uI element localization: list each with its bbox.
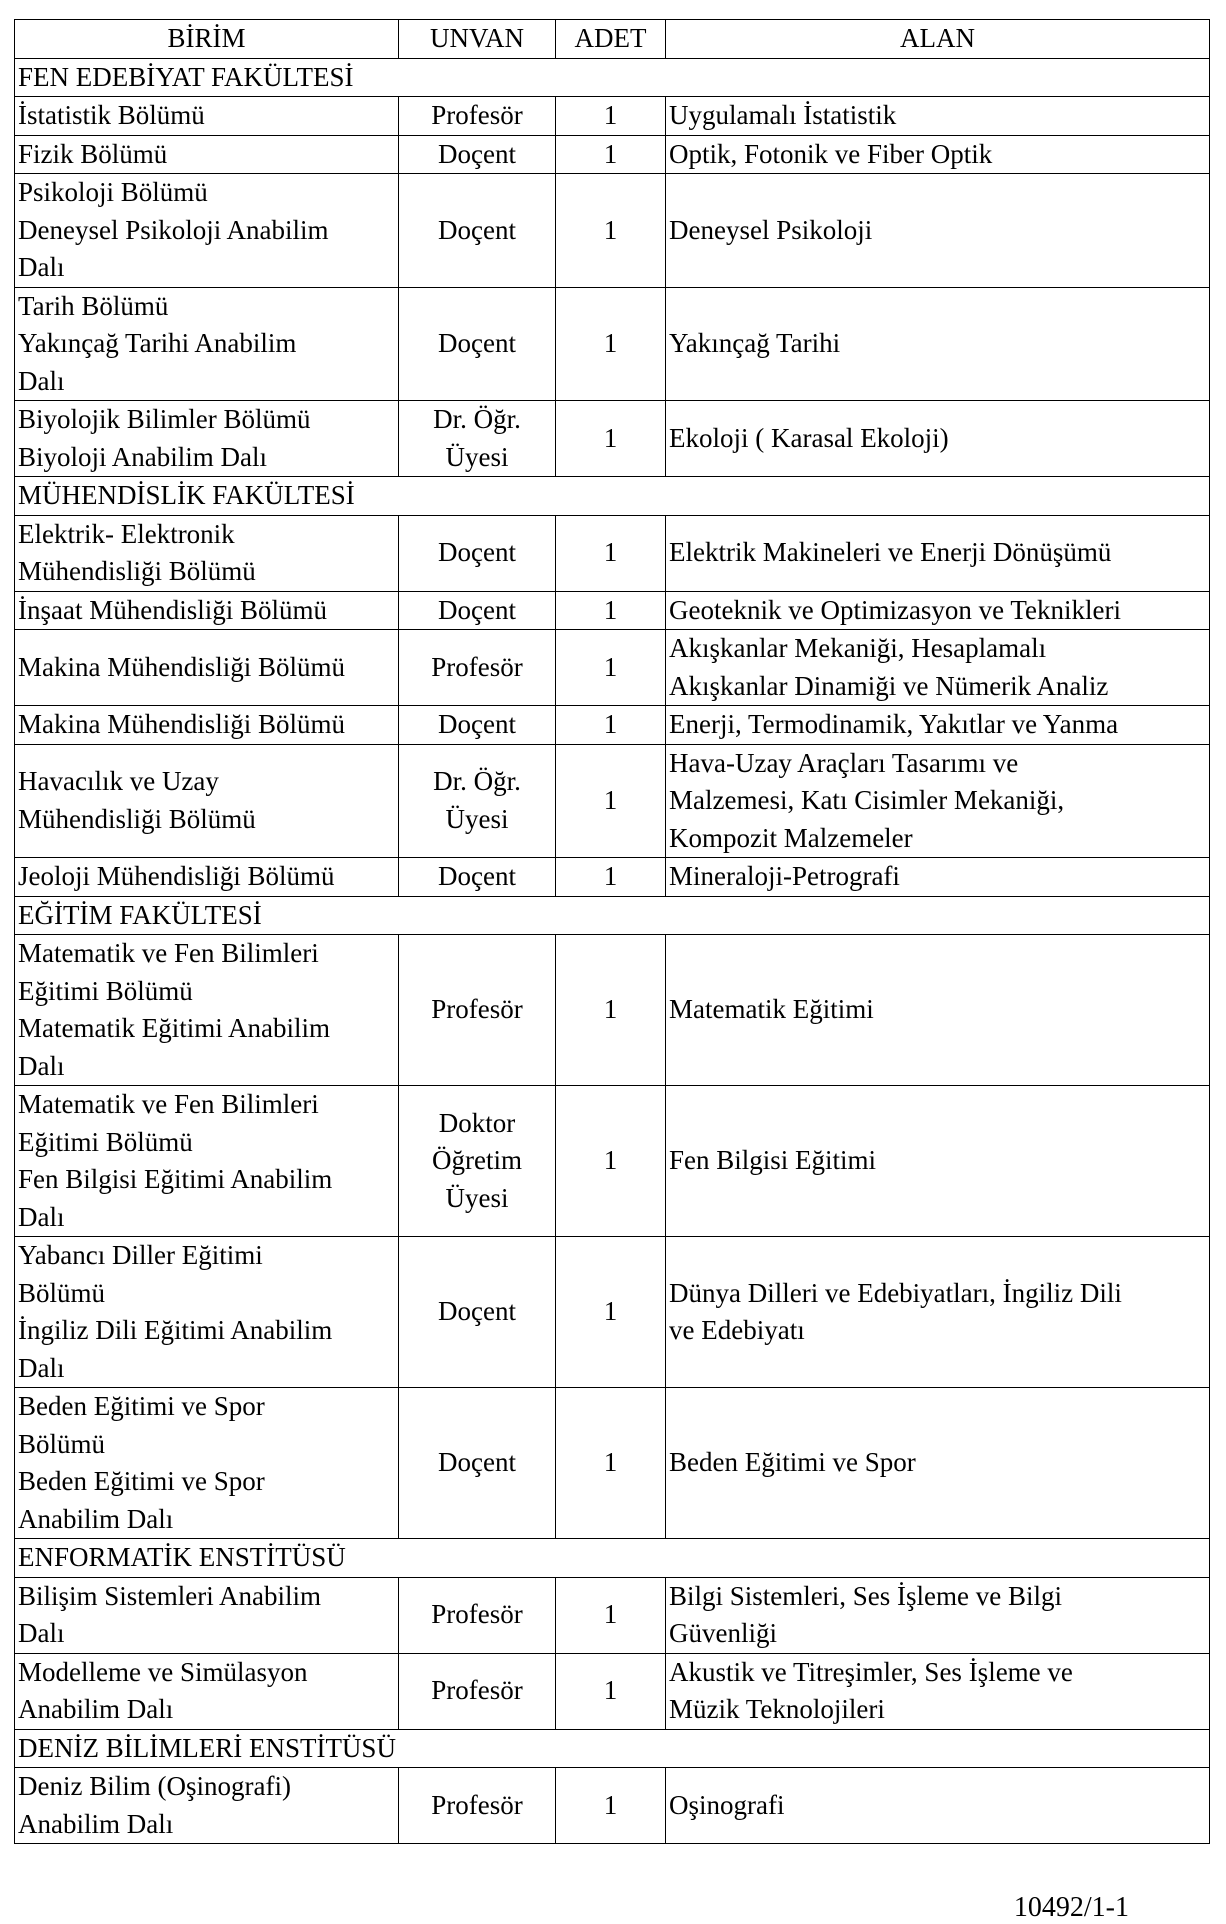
- birim-cell-line: Modelleme ve Simülasyon: [18, 1656, 308, 1687]
- table-row: [15, 1388, 1210, 1539]
- table-row: [15, 935, 1210, 1086]
- section-title: MÜHENDİSLİK FAKÜLTESİ: [15, 477, 1210, 516]
- birim-cell-line: Bilişim Sistemleri Anabilim: [18, 1580, 322, 1611]
- unvan-cell: [399, 515, 556, 591]
- adet-cell: 1: [556, 401, 666, 477]
- header-row: [15, 20, 1210, 59]
- alan-cell: [666, 1577, 1210, 1653]
- birim-cell-line: Mühendisliği Bölümü: [18, 556, 256, 586]
- alan-cell: [666, 1653, 1210, 1729]
- table-row: [15, 287, 1210, 401]
- birim-cell: [15, 591, 399, 630]
- unvan-cell-line: Doçent: [438, 214, 516, 245]
- birim-cell-line: Havacılık ve Uzay: [18, 766, 219, 797]
- table-row: [15, 1653, 1210, 1729]
- birim-cell-line: Deniz Bilim (Oşinografi): [18, 1771, 291, 1801]
- birim-cell: [15, 1086, 399, 1237]
- birim-cell-line: Biyoloji Anabilim Dalı: [18, 441, 267, 472]
- unvan-cell: [399, 135, 556, 174]
- birim-cell: [15, 135, 399, 174]
- birim-cell-line: Makina Mühendisliği Bölümü: [18, 651, 345, 682]
- birim-cell-line: Yabancı Diller Eğitimi: [18, 1240, 263, 1270]
- alan-cell-line: Matematik Eğitimi: [669, 994, 874, 1025]
- birim-cell-line: Dalı: [18, 1050, 65, 1081]
- unvan-cell-line: Doçent: [438, 138, 516, 169]
- birim-cell-line: Fizik Bölümü: [18, 138, 168, 169]
- birim-cell-line: Dalı: [18, 1352, 65, 1383]
- alan-cell: [666, 935, 1210, 1086]
- table-row: [15, 1237, 1210, 1388]
- alan-cell-line: Mineraloji-Petrografi: [669, 861, 900, 891]
- alan-cell-line: Akışkanlar Mekaniği, Hesaplamalı: [669, 633, 1047, 663]
- table-row: [15, 135, 1210, 174]
- section-row: [15, 896, 1210, 935]
- alan-cell: [666, 287, 1210, 401]
- birim-cell-line: Anabilim Dalı: [18, 1808, 174, 1839]
- unvan-cell: [399, 401, 556, 477]
- birim-cell-line: Anabilim Dalı: [18, 1503, 174, 1534]
- table-row: [15, 591, 1210, 630]
- unvan-cell: [399, 1577, 556, 1653]
- alan-cell-line: ve Edebiyatı: [669, 1315, 805, 1345]
- unvan-cell: [399, 935, 556, 1086]
- birim-cell-line: Beden Eğitimi ve Spor: [18, 1391, 265, 1421]
- section-row: [15, 1539, 1210, 1578]
- alan-cell-line: Bilgi Sistemleri, Ses İşleme ve Bilgi: [669, 1580, 1062, 1611]
- section-row: [15, 477, 1210, 516]
- table-row: [15, 706, 1210, 745]
- birim-cell-line: Biyolojik Bilimler Bölümü: [18, 404, 311, 434]
- alan-cell: [666, 401, 1210, 477]
- adet-cell: 1: [556, 287, 666, 401]
- birim-cell: [15, 744, 399, 858]
- alan-cell-line: Deneysel Psikoloji: [669, 214, 873, 245]
- birim-cell: [15, 858, 399, 897]
- birim-cell: [15, 630, 399, 706]
- birim-cell: [15, 1237, 399, 1388]
- alan-cell-line: Geoteknik ve Optimizasyon ve Teknikleri: [669, 594, 1121, 625]
- birim-cell-line: Fen Bilgisi Eğitimi Anabilim: [18, 1164, 333, 1194]
- adet-cell: 1: [556, 135, 666, 174]
- birim-cell-line: Eğitimi Bölümü: [18, 975, 193, 1006]
- unvan-cell: [399, 97, 556, 136]
- birim-cell-line: Dalı: [18, 365, 65, 396]
- section-row: [15, 58, 1210, 97]
- unvan-cell-line: Üyesi: [445, 803, 509, 834]
- adet-cell: 1: [556, 591, 666, 630]
- alan-cell-line: Malzemesi, Katı Cisimler Mekaniği,: [669, 785, 1065, 815]
- unvan-cell-line: Doçent: [438, 328, 516, 358]
- unvan-cell-line: Profesör: [431, 1675, 523, 1706]
- document-code: 10492/1-1: [1013, 1892, 1129, 1923]
- unvan-cell-line: Profesör: [431, 994, 523, 1025]
- birim-cell-line: Yakınçağ Tarihi Anabilim: [18, 328, 297, 358]
- unvan-cell: [399, 174, 556, 288]
- section-title: ENFORMATİK ENSTİTÜSÜ: [15, 1539, 1210, 1578]
- birim-cell: [15, 1577, 399, 1653]
- birim-cell-line: Psikoloji Bölümü: [18, 177, 208, 207]
- unvan-cell-line: Doçent: [438, 1447, 516, 1478]
- adet-cell: 1: [556, 935, 666, 1086]
- birim-cell: [15, 287, 399, 401]
- unvan-cell: [399, 744, 556, 858]
- adet-cell: 1: [556, 1086, 666, 1237]
- section-row: [15, 1729, 1210, 1768]
- header-adet: ADET: [556, 20, 666, 59]
- birim-cell-line: Dalı: [18, 1201, 65, 1232]
- alan-cell-line: Fen Bilgisi Eğitimi: [669, 1145, 877, 1176]
- alan-cell-line: Güvenliği: [669, 1618, 777, 1648]
- adet-cell: 1: [556, 1577, 666, 1653]
- unvan-cell-line: Doçent: [438, 861, 516, 891]
- birim-cell: [15, 935, 399, 1086]
- birim-cell-line: Elektrik- Elektronik: [18, 518, 235, 549]
- birim-cell: [15, 1653, 399, 1729]
- unvan-cell-line: Öğretim: [432, 1145, 522, 1176]
- adet-cell: 1: [556, 858, 666, 897]
- alan-cell-line: Optik, Fotonik ve Fiber Optik: [669, 138, 993, 169]
- adet-cell: 1: [556, 1768, 666, 1844]
- unvan-cell: [399, 1653, 556, 1729]
- alan-cell-line: Müzik Teknolojileri: [669, 1694, 885, 1724]
- alan-cell: [666, 135, 1210, 174]
- table-row: [15, 858, 1210, 897]
- alan-cell-line: Ekoloji ( Karasal Ekoloji): [669, 422, 949, 453]
- alan-cell-line: Hava-Uzay Araçları Tasarımı ve: [669, 747, 1019, 778]
- alan-cell: [666, 630, 1210, 706]
- unvan-cell: [399, 1086, 556, 1237]
- adet-cell: 1: [556, 174, 666, 288]
- unvan-cell: [399, 1388, 556, 1539]
- table-row: [15, 97, 1210, 136]
- table-row: [15, 401, 1210, 477]
- alan-cell: [666, 744, 1210, 858]
- table-row: [15, 174, 1210, 288]
- table-body: [15, 58, 1210, 1844]
- birim-cell-line: Matematik ve Fen Bilimleri: [18, 1089, 319, 1119]
- alan-cell-line: Enerji, Termodinamik, Yakıtlar ve Yanma: [669, 709, 1119, 739]
- section-title: FEN EDEBİYAT FAKÜLTESİ: [15, 58, 1210, 97]
- alan-cell-line: Dünya Dilleri ve Edebiyatları, İngiliz Dili: [669, 1277, 1122, 1308]
- unvan-cell-line: Doçent: [438, 1296, 516, 1327]
- adet-cell: 1: [556, 706, 666, 745]
- header-birim: BİRİM: [15, 20, 399, 59]
- table-row: [15, 630, 1210, 706]
- unvan-cell: [399, 591, 556, 630]
- unvan-cell-line: Doçent: [438, 594, 516, 625]
- adet-cell: 1: [556, 1237, 666, 1388]
- unvan-cell-line: Doçent: [438, 709, 516, 739]
- unvan-cell: [399, 287, 556, 401]
- birim-cell-line: İstatistik Bölümü: [18, 100, 205, 130]
- birim-cell: [15, 97, 399, 136]
- unvan-cell-line: Profesör: [431, 1599, 523, 1630]
- unvan-cell-line: Profesör: [431, 100, 523, 130]
- adet-cell: 1: [556, 97, 666, 136]
- birim-cell-line: İngiliz Dili Eğitimi Anabilim: [18, 1315, 333, 1345]
- birim-cell-line: Beden Eğitimi ve Spor: [18, 1466, 265, 1496]
- alan-cell-line: Akışkanlar Dinamiği ve Nümerik Analiz: [669, 670, 1109, 701]
- birim-cell-line: Jeoloji Mühendisliği Bölümü: [18, 861, 335, 891]
- alan-cell: [666, 174, 1210, 288]
- section-title: EĞİTİM FAKÜLTESİ: [15, 896, 1210, 935]
- unvan-cell: [399, 630, 556, 706]
- unvan-cell: [399, 1237, 556, 1388]
- alan-cell-line: Uygulamalı İstatistik: [669, 100, 897, 130]
- alan-cell-line: Oşinografi: [669, 1789, 785, 1820]
- birim-cell-line: Bölümü: [18, 1428, 106, 1459]
- unvan-cell-line: Doçent: [438, 537, 516, 568]
- unvan-cell: [399, 858, 556, 897]
- birim-cell: [15, 515, 399, 591]
- table-row: [15, 1086, 1210, 1237]
- birim-cell: [15, 174, 399, 288]
- birim-cell-line: Mühendisliği Bölümü: [18, 803, 256, 834]
- alan-cell: [666, 1768, 1210, 1844]
- alan-cell-line: Akustik ve Titreşimler, Ses İşleme ve: [669, 1656, 1073, 1687]
- adet-cell: 1: [556, 744, 666, 858]
- alan-cell-line: Beden Eğitimi ve Spor: [669, 1447, 916, 1478]
- unvan-cell-line: Profesör: [431, 1789, 523, 1820]
- adet-cell: 1: [556, 1653, 666, 1729]
- birim-cell: [15, 706, 399, 745]
- birim-cell-line: Deneysel Psikoloji Anabilim: [18, 214, 329, 245]
- birim-cell-line: Eğitimi Bölümü: [18, 1126, 193, 1157]
- unvan-cell-line: Profesör: [431, 651, 523, 682]
- adet-cell: 1: [556, 515, 666, 591]
- birim-cell-line: Tarih Bölümü: [18, 290, 169, 321]
- table-row: [15, 744, 1210, 858]
- alan-cell: [666, 515, 1210, 591]
- birim-cell-line: Makina Mühendisliği Bölümü: [18, 709, 345, 739]
- adet-cell: 1: [556, 1388, 666, 1539]
- birim-cell: [15, 1768, 399, 1844]
- unvan-cell-line: Doktor: [438, 1107, 516, 1138]
- birim-cell-line: Matematik Eğitimi Anabilim: [18, 1013, 330, 1043]
- unvan-cell-line: Dr. Öğr.: [433, 404, 521, 434]
- table-header: [15, 20, 1210, 59]
- header-alan: ALAN: [666, 20, 1210, 59]
- alan-cell: [666, 858, 1210, 897]
- birim-cell: [15, 401, 399, 477]
- birim-cell-line: Dalı: [18, 1618, 65, 1648]
- unvan-cell-line: Üyesi: [445, 441, 509, 472]
- unvan-cell: [399, 706, 556, 745]
- birim-cell-line: İnşaat Mühendisliği Bölümü: [18, 594, 327, 625]
- positions-table: [14, 19, 1210, 1844]
- birim-cell-line: Bölümü: [18, 1277, 106, 1308]
- section-title: DENİZ BİLİMLERİ ENSTİTÜSÜ: [15, 1729, 1210, 1768]
- alan-cell: [666, 1237, 1210, 1388]
- birim-cell-line: Anabilim Dalı: [18, 1694, 174, 1724]
- alan-cell: [666, 1388, 1210, 1539]
- table-row: [15, 1768, 1210, 1844]
- alan-cell-line: Yakınçağ Tarihi: [669, 328, 841, 358]
- adet-cell: 1: [556, 630, 666, 706]
- unvan-cell-line: Dr. Öğr.: [433, 766, 521, 797]
- alan-cell: [666, 591, 1210, 630]
- birim-cell-line: Matematik ve Fen Bilimleri: [18, 938, 319, 968]
- alan-cell-line: Kompozit Malzemeler: [669, 822, 913, 853]
- header-unvan: UNVAN: [399, 20, 556, 59]
- birim-cell: [15, 1388, 399, 1539]
- table-row: [15, 1577, 1210, 1653]
- birim-cell-line: Dalı: [18, 252, 65, 282]
- alan-cell-line: Elektrik Makineleri ve Enerji Dönüşümü: [669, 537, 1112, 568]
- alan-cell: [666, 97, 1210, 136]
- unvan-cell-line: Üyesi: [445, 1182, 509, 1213]
- alan-cell: [666, 1086, 1210, 1237]
- unvan-cell: [399, 1768, 556, 1844]
- alan-cell: [666, 706, 1210, 745]
- table-row: [15, 515, 1210, 591]
